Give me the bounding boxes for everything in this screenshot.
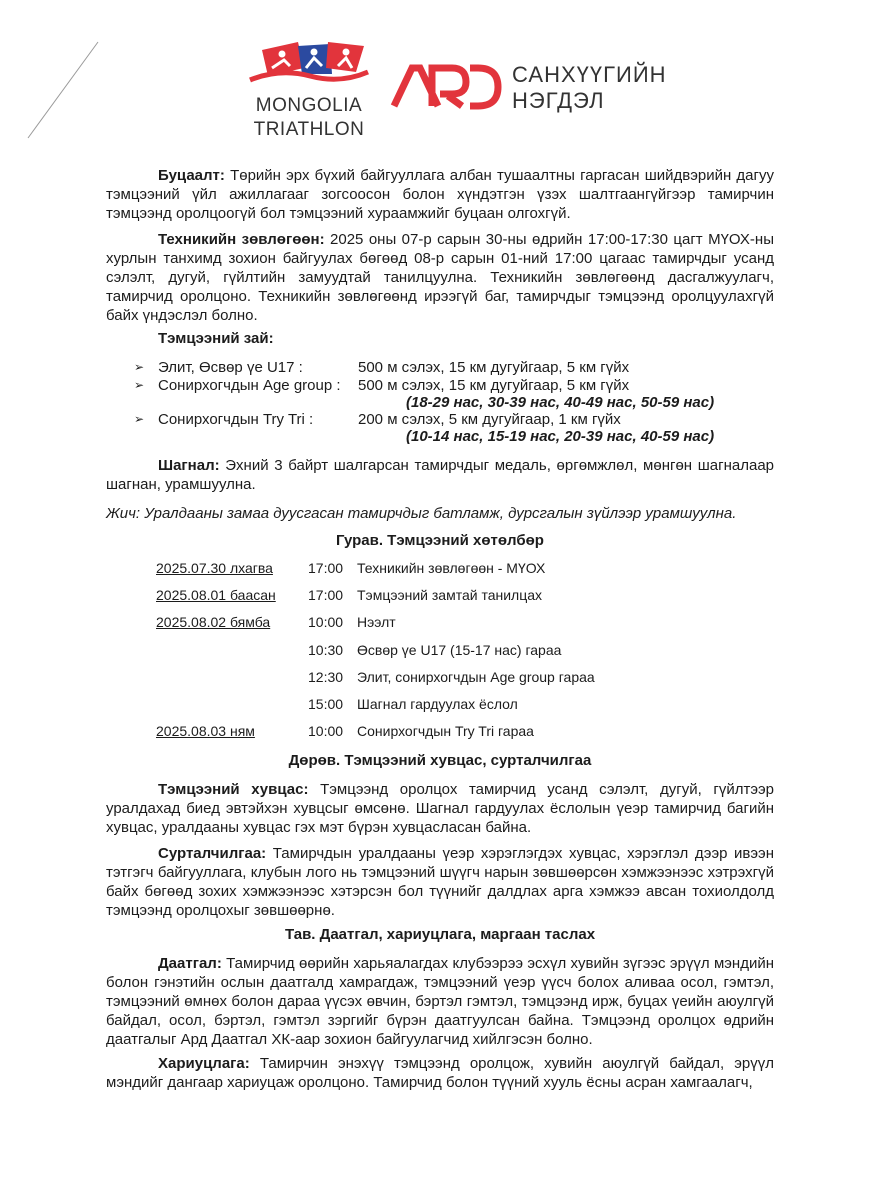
- note-text: Жич: Уралдааны замаа дуусгасан тамирчдыг батламж, дурсгалын зүйлээр урамшуулна.: [106, 505, 737, 522]
- distances-title: Тэмцээний зай:: [158, 330, 274, 347]
- clothing-paragraph: [106, 780, 774, 837]
- age-groups: (18-29 нас, 30-39 нас, 40-49 нас, 50-59 нас): [406, 394, 715, 411]
- ads-label: Сурталчилгаа:: [158, 845, 267, 862]
- schedule-event: Нээлт: [357, 614, 396, 630]
- schedule-date: 2025.08.03 ням: [156, 723, 255, 739]
- schedule-event: Өсвөр үе U17 (15-17 нас) гараа: [357, 642, 562, 658]
- technical-text: 2025 оны 07-р сарын 30-ны өдрийн 17:00-17:30 цагт МҮОХ-ны хурлын танхимд зохион байгуулах бөгөөд 08-р сарын 01-ний 17:00 цагаас тамирчдыг усанд сэлэлт, дугуй, гүйлтийн замуудтай танилцуулна. Техникийн зөвлөгөөнд дасгалжуулагч, тамирчид оролцоно. Техникийн зөвлөгөөнд ирээгүй баг, тамирчдыг тэмцээнд оролцуулахгүй байх үндэслэл болно.: [106, 231, 774, 324]
- logo-text-triathlon: TRIATHLON: [253, 119, 365, 140]
- award-text: Эхний 3 байрт шалгарсан тамирчдыг медаль, өргөмжлөл, мөнгөн шагналаар шагнан, урамшуулна.: [106, 457, 775, 493]
- section5-title: Тав. Даатгал, хариуцлага, маргаан таслах: [284, 926, 596, 943]
- distance-value: 500 м сэлэх, 15 км дугуйгаар, 5 км гүйх: [358, 359, 630, 376]
- refund-label: Буцаалт:: [158, 167, 225, 184]
- award-label: Шагнал:: [158, 457, 220, 474]
- clothing-text: Тэмцээнд оролцох тамирчид усанд сэлэлт, дугуй, гүйлтээр уралдахад биед эвтэйхэн хувцсыг өмсөнө. Шагнал гардуулах ёслолын үеэр тамирчид багийн хувцас, уралдааны хувцас гэх мэт бүрэн хувцасласан байна.: [106, 781, 775, 836]
- schedule-event: Тэмцээний замтай танилцах: [357, 587, 543, 603]
- technical-paragraph: [106, 230, 774, 325]
- arrow-bullet-icon: ➢: [134, 412, 145, 426]
- sponsor-line-1: САНХҮҮГИЙН: [512, 62, 667, 87]
- distance-label: Сонирхогчдын Age group :: [158, 377, 341, 394]
- schedule-time: 17:00: [308, 560, 344, 576]
- schedule-event: Элит, сонирхогчдын Age group гараа: [357, 669, 595, 685]
- sponsor-line-2: НЭГДЭЛ: [512, 88, 605, 113]
- schedule-time: 10:00: [308, 614, 344, 630]
- logo-text-mongolia: MONGOLIA: [255, 95, 363, 116]
- mongolia-triathlon-logo: [240, 38, 380, 144]
- arrow-bullet-icon: ➢: [134, 360, 145, 374]
- clothing-label: Тэмцээний хувцас:: [158, 781, 309, 798]
- ads-paragraph: [106, 844, 774, 920]
- schedule-date: 2025.08.01 баасан: [156, 587, 276, 603]
- insurance-label: Даатгал:: [158, 955, 222, 972]
- ard-logo: [390, 62, 502, 110]
- schedule-time: 10:30: [308, 642, 344, 658]
- responsibility-text: Тамирчин энэхүү тэмцээнд оролцож, хувийн аюулгүй байдал, эрүүл мэндийг дангаар хариуцаж оролцоно. Тамирчид болон түүний хууль ёсны асран хамгаалагч,: [106, 1055, 775, 1091]
- distance-value: 200 м сэлэх, 5 км дугуйгаар, 1 км гүйх: [358, 411, 621, 428]
- schedule-event: Шагнал гардуулах ёслол: [357, 696, 518, 712]
- refund-text: Төрийн эрх бүхий байгууллага албан тушаалтны гаргасан шийдвэрийн дагуу тэмцээний үйл ажиллагааг зогсоосон болон хүндэтгэн үзэх шалтгаангүйгээр тамирчин тэмцээнд оролцоогүй бол тэмцээний хураамжийг буцаан олгохгүй.: [106, 167, 774, 222]
- schedule-title: Гурав. Тэмцээний хөтөлбөр: [336, 532, 544, 549]
- section4-title: Дөрөв. Тэмцээний хувцас, сурталчилгаа: [288, 752, 592, 769]
- schedule-time: 15:00: [308, 696, 344, 712]
- distance-label: Элит, Өсвөр үе U17 :: [158, 359, 303, 376]
- technical-label: Техникийн зөвлөгөөн:: [158, 231, 325, 248]
- refund-paragraph: [106, 166, 774, 223]
- schedule-time: 12:30: [308, 669, 344, 685]
- schedule-event: Сонирхогчдын Try Tri гараа: [357, 723, 534, 739]
- triathlon-flag-icon: [240, 38, 380, 94]
- award-paragraph: [106, 456, 774, 494]
- sponsor-name: [512, 62, 667, 114]
- responsibility-label: Хариуцлага:: [158, 1055, 250, 1072]
- schedule-date: 2025.07.30 лхагва: [156, 560, 273, 576]
- insurance-text: Тамирчид өөрийн харьяалагдах клубээрээ эсхүл хувийн зүгээс эрүүл мэндийн болон гэнэтийн ослын даатгалд хамрагдаж, тэмцээний үеэр үүсч болох аливаа осол, гэмтэл, тэмцээний өмнөх болон дараа үүсэх өвчин, бэртэл гэмтэл, тэмцээнд ирж, буцах үеийн аюулгүй байдал, осол, бэртэл, гэмтэл зэргийг бүрэн даатгуулсан байна. Тэмцээнд оролцох өдрийн даатгалыг Ард Даатгал ХК-аар зохион байгуулагчид хийлгэсэн болно.: [106, 955, 774, 1048]
- arrow-bullet-icon: ➢: [134, 378, 145, 392]
- schedule-date: 2025.08.02 бямба: [156, 614, 271, 630]
- responsibility-paragraph: [106, 1054, 774, 1092]
- distance-value: 500 м сэлэх, 15 км дугуйгаар, 5 км гүйх: [358, 377, 630, 394]
- distance-label: Сонирхогчдын Try Tri :: [158, 411, 314, 428]
- schedule-time: 10:00: [308, 723, 344, 739]
- ads-text: Тамирчдын уралдааны үеэр хэрэглэгдэх хувцас, хэрэглэл дээр ивээн тэтгэгч байгууллага, клубын лого нь тэмцээний шүүгч нарын зөвшөөрсөн хэмжээнээс хэтрэхгүй байх бөгөөд зохих хэмжээнээс хэтэрсэн бол түүнийг далдлах арга хэмжээ авсан тохиолдолд тэмцээнд оролцохыг зөвшөөрнө.: [106, 845, 774, 919]
- insurance-paragraph: [106, 954, 774, 1049]
- age-groups: (10-14 нас, 15-19 нас, 20-39 нас, 40-59 нас): [406, 428, 715, 445]
- schedule-time: 17:00: [308, 587, 344, 603]
- schedule-event: Техникийн зөвлөгөөн - МҮОХ: [357, 560, 546, 576]
